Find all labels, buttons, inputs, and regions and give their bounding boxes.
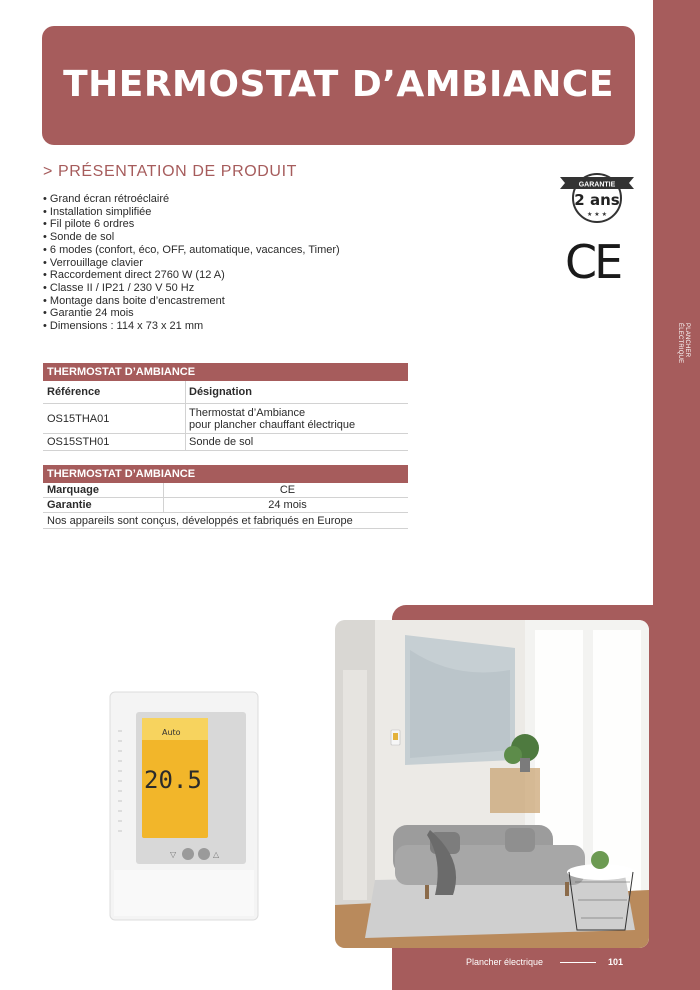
designation-cell: Thermostat d’Ambiance pour plancher chauffant électrique bbox=[185, 404, 408, 433]
reference-table bbox=[43, 363, 408, 451]
page-title: THERMOSTAT D’AMBIANCE bbox=[63, 64, 614, 105]
feature-item: • Raccordement direct 2760 W (12 A) bbox=[43, 269, 340, 282]
table-row bbox=[43, 483, 408, 498]
warranty-label: GARANTIE bbox=[578, 181, 616, 189]
table-row bbox=[43, 434, 408, 451]
svg-text:△: △ bbox=[213, 850, 220, 859]
specs-note: Nos appareils sont conçus, développés et fabriqués en Europe bbox=[43, 513, 408, 529]
footer-section-name: Plancher électrique bbox=[466, 957, 544, 967]
reference-table-title: THERMOSTAT D’AMBIANCE bbox=[43, 363, 408, 381]
side-section-label bbox=[660, 323, 690, 371]
feature-item: • Classe II / IP21 / 230 V 50 Hz bbox=[43, 282, 340, 295]
page-number: 101 bbox=[608, 957, 624, 967]
feature-item: • Fil pilote 6 ordres bbox=[43, 218, 340, 231]
side-label-line2: ÉLECTRIQUE bbox=[677, 323, 683, 364]
spec-value: CE bbox=[163, 483, 408, 497]
spec-value: 24 mois bbox=[163, 498, 408, 512]
feature-item: • 6 modes (confort, éco, OFF, automatique, vacances, Timer) bbox=[43, 244, 340, 257]
feature-item: • Grand écran rétroéclairé bbox=[43, 193, 340, 206]
table-header-row bbox=[43, 381, 408, 404]
warranty-badge-icon bbox=[557, 168, 637, 228]
reference-cell: OS15THA01 bbox=[47, 412, 110, 425]
feature-item: • Garantie 24 mois bbox=[43, 307, 340, 320]
feature-list bbox=[43, 193, 340, 333]
spec-label: Marquage bbox=[47, 484, 99, 496]
thermostat-mode-label: Auto bbox=[162, 728, 181, 737]
specs-table bbox=[43, 465, 408, 529]
ce-mark: CE bbox=[565, 235, 621, 289]
spec-label: Garantie bbox=[47, 499, 92, 511]
svg-text:▽: ▽ bbox=[170, 850, 177, 859]
feature-item: • Verrouillage clavier bbox=[43, 257, 340, 270]
feature-item: • Dimensions : 114 x 73 x 21 mm bbox=[43, 320, 340, 333]
warranty-value: 2 ans bbox=[574, 191, 620, 209]
side-label-line1: PLANCHER bbox=[684, 323, 690, 358]
column-header-designation: Désignation bbox=[185, 381, 408, 403]
title-banner bbox=[42, 26, 635, 145]
side-accent-bar bbox=[653, 0, 700, 990]
table-row bbox=[43, 404, 408, 434]
footer-divider bbox=[560, 962, 596, 963]
designation-cell: Sonde de sol bbox=[185, 434, 408, 450]
reference-cell: OS15STH01 bbox=[47, 436, 110, 448]
presentation-heading: > PRÉSENTATION DE PRODUIT bbox=[43, 163, 297, 180]
table-row bbox=[43, 498, 408, 513]
thermostat-temperature-readout: 20.5 bbox=[144, 766, 202, 794]
feature-item: • Sonde de sol bbox=[43, 231, 340, 244]
svg-text:★ ★ ★: ★ ★ ★ bbox=[587, 211, 607, 218]
specs-table-title: THERMOSTAT D’AMBIANCE bbox=[43, 465, 408, 483]
column-header-reference: Référence bbox=[47, 386, 101, 398]
feature-item: • Installation simplifiée bbox=[43, 206, 340, 219]
thermostat-device-image bbox=[108, 690, 263, 925]
living-room-photo bbox=[335, 620, 649, 948]
feature-item: • Montage dans boite d’encastrement bbox=[43, 295, 340, 308]
